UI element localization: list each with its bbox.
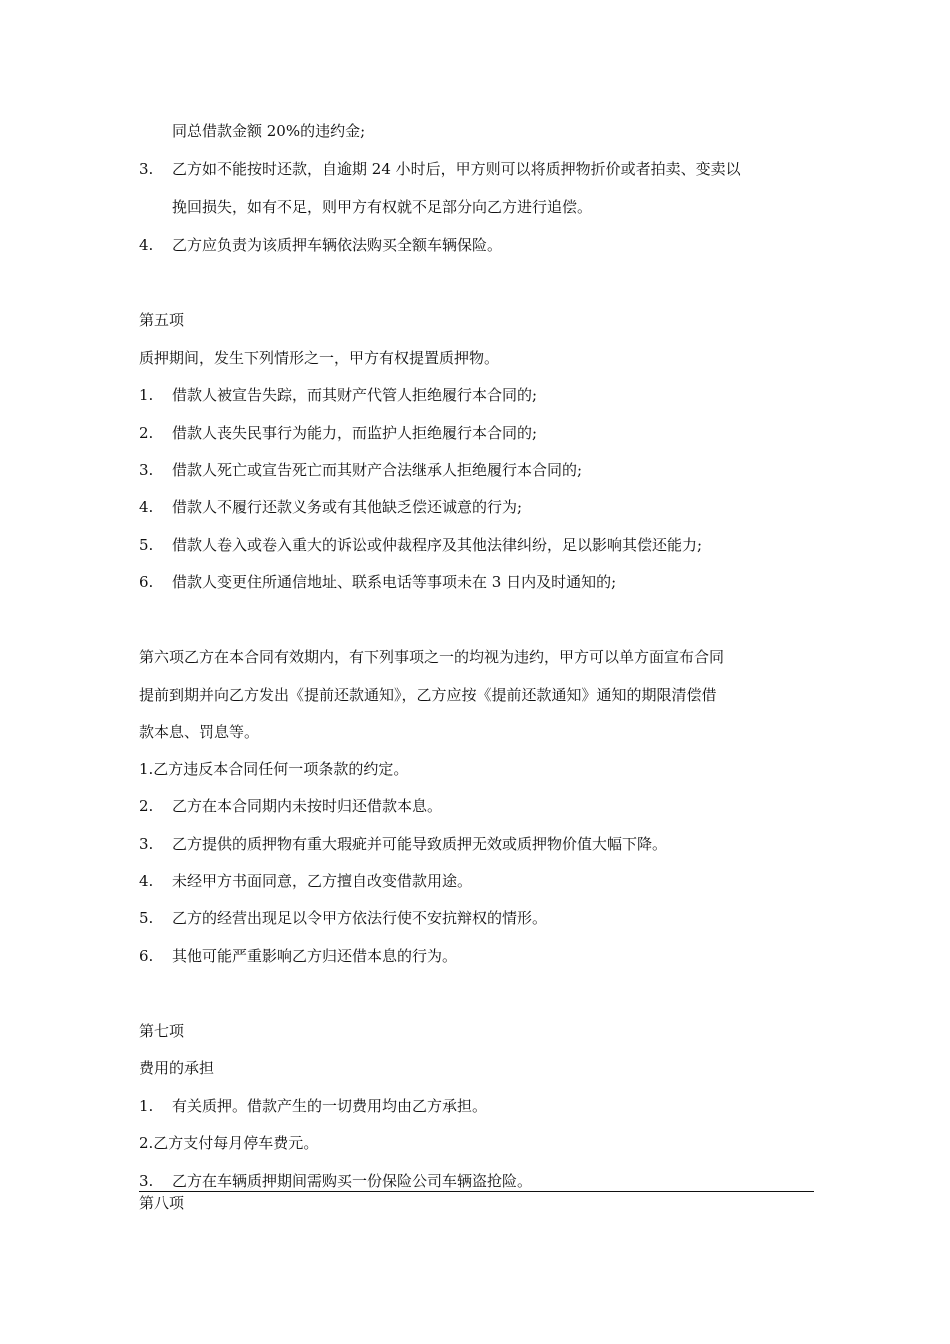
paragraph-line: 款本息、罚息等。 [139,723,260,741]
item-text: 借款人被宣告失踪，而其财产代管人拒绝履行本合同的; [172,386,538,404]
section-heading: 第七项 [139,1022,185,1040]
section-intro: 费用的承担 [139,1059,215,1077]
item-number: 5. [139,536,154,554]
list-item: 1.乙方违反本合同任何一项条款的约定。 [139,760,409,778]
item-number: 2. [139,424,154,442]
item-number: 4. [139,872,154,890]
item-text: 乙方应负责为该质押车辆依法购买全额车辆保险。 [172,236,503,254]
item-number: 1. [139,386,154,404]
section-heading: 第八项 [139,1194,185,1212]
item-number: 4. [139,236,154,254]
section-heading: 第五项 [139,311,185,329]
clause-continuation: 同总借款金额 20%的违约金; [172,122,366,140]
item-text: 乙方在车辆质押期间需购买一份保险公司车辆盗抢险。 [172,1172,533,1190]
item-text: 乙方如不能按时还款，自逾期 24 小时后，甲方则可以将质押物折价或者拍卖、变卖以 [172,160,741,178]
item-text-continuation: 挽回损失，如有不足，则甲方有权就不足部分向乙方进行追偿。 [172,198,593,216]
paragraph-line: 提前到期并向乙方发出《提前还款通知》，乙方应按《提前还款通知》通知的期限清偿借 [139,686,717,704]
item-number: 3. [139,835,154,853]
item-number: 3. [139,461,154,479]
item-text: 乙方在本合同期内未按时归还借款本息。 [172,797,443,815]
item-text: 有关质押。借款产生的一切费用均由乙方承担。 [172,1097,488,1115]
paragraph-line: 第六项乙方在本合同有效期内，有下列事项之一的均视为违约，甲方可以单方面宣布合同 [139,648,725,666]
item-number: 4. [139,498,154,516]
item-text: 未经甲方书面同意，乙方擅自改变借款用途。 [172,872,473,890]
page-footer-rule [139,1191,814,1192]
item-number: 5. [139,909,154,927]
item-number: 1. [139,1097,154,1115]
item-text: 其他可能严重影响乙方归还借本息的行为。 [172,947,458,965]
item-text: 乙方的经营出现足以令甲方依法行使不安抗辩权的情形。 [172,909,548,927]
item-text: 乙方提供的质押物有重大瑕疵并可能导致质押无效或质押物价值大幅下降。 [172,835,668,853]
item-text: 借款人不履行还款义务或有其他缺乏偿还诚意的行为; [172,498,523,516]
item-number: 3. [139,160,154,178]
section-intro: 质押期间，发生下列情形之一，甲方有权提置质押物。 [139,349,500,367]
item-text: 借款人死亡或宣告死亡而其财产合法继承人拒绝履行本合同的; [172,461,583,479]
item-number: 3. [139,1172,154,1190]
item-number: 2. [139,797,154,815]
item-text: 借款人丧失民事行为能力，而监护人拒绝履行本合同的; [172,424,538,442]
item-text: 借款人卷入或卷入重大的诉讼或仲裁程序及其他法律纠纷，足以影响其偿还能力; [172,536,703,554]
item-text: 借款人变更住所通信地址、联系电话等事项未在 3 日内及时通知的; [172,573,617,591]
item-number: 6. [139,573,154,591]
list-item: 2.乙方支付每月停车费元。 [139,1134,319,1152]
item-number: 6. [139,947,154,965]
